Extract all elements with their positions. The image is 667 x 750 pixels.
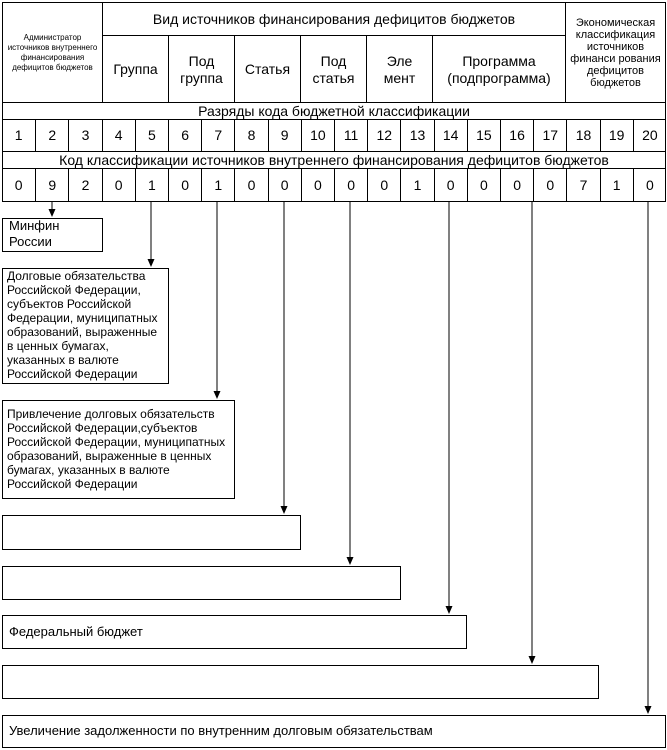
code-value-cell: 0 — [301, 168, 334, 202]
arrow-head — [446, 606, 453, 614]
arrow-head — [347, 557, 354, 565]
digit-position-cell: 5 — [135, 119, 168, 152]
digit-position-cell: 1 — [14, 127, 23, 143]
subhead-gruppa: Группа — [113, 61, 158, 77]
arrow-head — [529, 656, 536, 664]
digit-position-cell: 18 — [566, 119, 599, 152]
code-value-cell: 0 — [434, 168, 467, 202]
arrow-head — [214, 391, 221, 399]
code-value-cell: 0 — [633, 168, 666, 202]
digit-position-cell: 20 — [633, 119, 666, 152]
digit-position-cell: 2 — [35, 119, 68, 152]
digit-position-cell: 15 — [467, 119, 500, 152]
digit-position-cell: 8 — [234, 119, 267, 152]
code-value-cell: 9 — [35, 168, 68, 202]
code-value-cell: 0 — [102, 168, 135, 202]
desc-subgroup-text: Привлечение долговых обязательств Российской Федерации,субъектов Российской Федерации, муниципатных образований, выраженные в ценных бумагах, указанных в валюте Российской Федерации — [7, 407, 226, 491]
code-value-cell: 1 — [201, 168, 234, 202]
code-title: Код классификации источников внутреннего финансирования дефицитов бюджетов — [59, 151, 609, 168]
code-value-cell: 0 — [14, 176, 23, 193]
digit-position-cell: 11 — [334, 119, 367, 152]
digit-position-cell: 4 — [102, 119, 135, 152]
desc-element-text: Федеральный бюджет — [9, 624, 143, 639]
digit-position-cell: 6 — [168, 119, 201, 152]
code-value-cell: 0 — [268, 168, 301, 202]
desc-ministry-text: Минфин России — [9, 218, 60, 249]
economic-header: Экономическая классификация источников финанси рования дефицитов бюджетов — [570, 16, 661, 89]
digit-position-cell: 17 — [533, 119, 566, 152]
code-value-cell: 2 — [68, 168, 101, 202]
arrow-head — [49, 209, 56, 217]
code-value-cell: 0 — [467, 168, 500, 202]
razryady-title: Разряды кода бюджетной классификации — [198, 102, 470, 119]
digit-position-cell: 12 — [367, 119, 400, 152]
code-value-cell: 0 — [168, 168, 201, 202]
code-value-cell: 1 — [400, 168, 433, 202]
administrator-header: Администратор источников внутреннего финансирования дефицитов бюджетов — [7, 32, 98, 72]
desc-group-text: Долговые обязательства Российской Федерации, субъектов Российской Федерации, муниципатных образований, выраженные в ценных бумагах, указанных в валюте Российской Федерации — [7, 269, 158, 381]
arrow-head — [281, 506, 288, 514]
vid-header: Вид источников финансирования дефицитов бюджетов — [152, 10, 516, 27]
arrow-head — [148, 259, 155, 267]
code-value-cell: 0 — [367, 168, 400, 202]
subhead-programma: Программа (подпрограмма) — [447, 52, 551, 86]
digit-position-cell: 19 — [600, 119, 633, 152]
digit-position-cell: 3 — [68, 119, 101, 152]
code-value-cell: 0 — [334, 168, 367, 202]
arrow-head — [645, 706, 652, 714]
digit-position-cell: 14 — [434, 119, 467, 152]
code-value-cell: 0 — [500, 168, 533, 202]
subhead-podgruppa: Под группа — [180, 52, 223, 86]
digit-position-cell: 10 — [301, 119, 334, 152]
digit-position-cell: 13 — [400, 119, 433, 152]
code-value-cell: 0 — [533, 168, 566, 202]
subhead-element: Эле мент — [383, 52, 416, 86]
digit-position-cell: 7 — [201, 119, 234, 152]
digit-position-cell: 9 — [268, 119, 301, 152]
digit-position-cell: 16 — [500, 119, 533, 152]
code-value-cell: 1 — [600, 168, 633, 202]
subhead-statya: Статья — [244, 61, 291, 77]
desc-economic-text: Увеличение задолженности по внутренним долговым обязательствам — [9, 723, 433, 738]
code-value-cell: 1 — [135, 168, 168, 202]
code-value-cell: 7 — [566, 168, 599, 202]
code-value-cell: 0 — [234, 168, 267, 202]
subhead-podstatya: Под статья — [312, 52, 355, 86]
